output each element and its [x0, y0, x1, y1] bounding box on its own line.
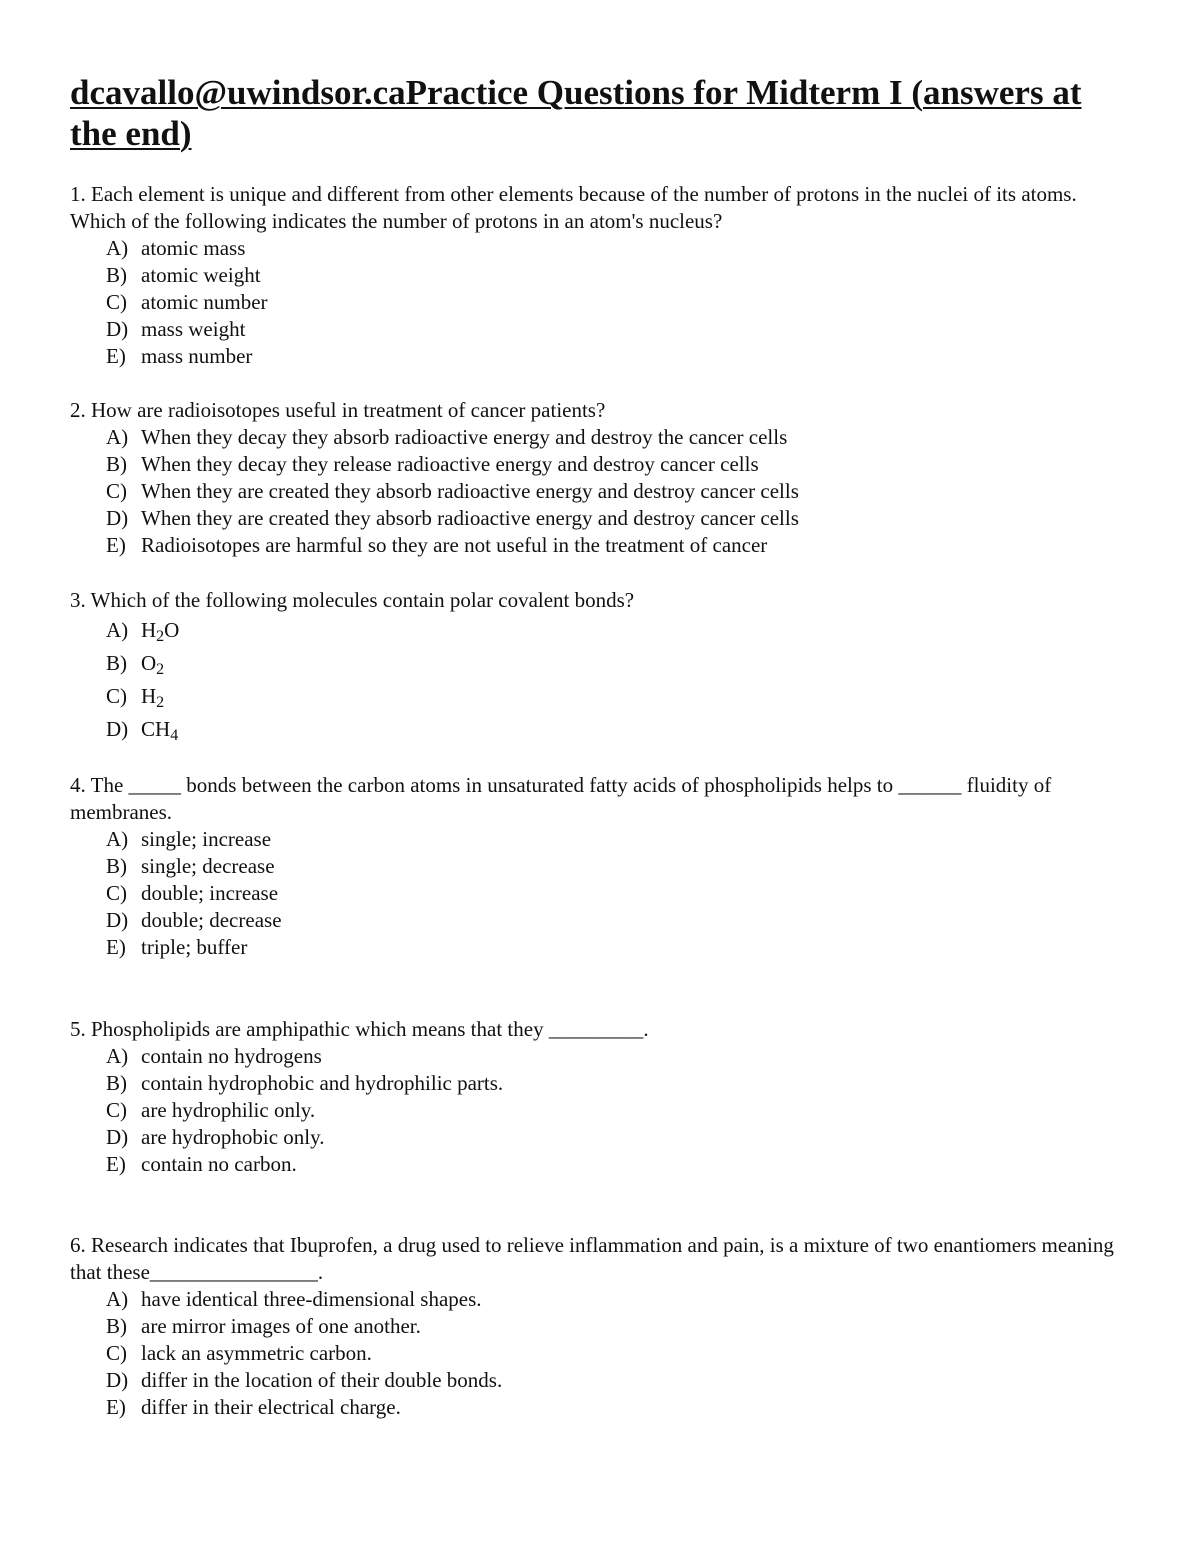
option-text: double; increase	[141, 881, 279, 905]
answer-option	[70, 934, 1130, 961]
answer-option	[70, 713, 1130, 746]
option-text: mass number	[141, 344, 253, 368]
option-letter: E)	[106, 344, 126, 368]
option-text: When they are created they absorb radioactive energy and destroy cancer cells	[141, 479, 799, 503]
answer-option	[70, 1286, 1130, 1313]
option-letter: E)	[106, 1395, 126, 1419]
option-letter: B)	[106, 1071, 127, 1095]
option-letter: A)	[106, 1287, 129, 1311]
option-letter: B)	[106, 1314, 127, 1338]
option-text: are hydrophilic only.	[141, 1098, 316, 1122]
question-stem: 1. Each element is unique and different from other elements because of the number of protons in the nuclei of its atoms. Which of the following indicates the number of protons in an atom's nucleus?	[70, 182, 1077, 233]
answer-options	[70, 826, 1130, 961]
answer-option	[70, 1124, 1130, 1151]
option-letter: B)	[106, 651, 127, 675]
answer-option	[70, 262, 1130, 289]
option-letter: D)	[106, 1125, 129, 1149]
option-text: Radioisotopes are harmful so they are not useful in the treatment of cancer	[141, 533, 768, 557]
option-letter: A)	[106, 827, 129, 851]
option-letter: C)	[106, 290, 127, 314]
answer-option	[70, 1340, 1130, 1367]
page-title: dcavallo@uwindsor.caPractice Questions for Midterm I (answers at the end)	[70, 73, 1082, 153]
chemical-formula: CH4	[141, 717, 179, 744]
question-2	[70, 397, 1130, 559]
answer-option	[70, 505, 1130, 532]
answer-option	[70, 826, 1130, 853]
option-letter: B)	[106, 452, 127, 476]
answer-option	[70, 880, 1130, 907]
option-text: contain no hydrogens	[141, 1044, 322, 1068]
option-letter: E)	[106, 1152, 126, 1176]
option-text: triple; buffer	[141, 935, 248, 959]
option-text: contain hydrophobic and hydrophilic parts.	[141, 1071, 504, 1095]
option-text: differ in the location of their double bonds.	[141, 1368, 503, 1392]
question-5	[70, 1016, 1130, 1178]
option-text: are hydrophobic only.	[141, 1125, 325, 1149]
question-stem: 2. How are radioisotopes useful in treatment of cancer patients?	[70, 398, 606, 422]
option-text: atomic mass	[141, 236, 246, 260]
answer-options	[70, 424, 1130, 559]
option-letter: D)	[106, 1368, 129, 1392]
answer-option	[70, 1151, 1130, 1178]
answer-option	[70, 478, 1130, 505]
option-text: mass weight	[141, 317, 246, 341]
answer-options	[70, 614, 1130, 746]
answer-option	[70, 907, 1130, 934]
question-stem: 3. Which of the following molecules contain polar covalent bonds?	[70, 588, 635, 612]
chemical-formula: O2	[141, 651, 165, 678]
answer-option	[70, 1367, 1130, 1394]
answer-options	[70, 235, 1130, 370]
option-letter: C)	[106, 1098, 127, 1122]
answer-option	[70, 235, 1130, 262]
question-3	[70, 587, 1130, 746]
chemical-formula: H2O	[141, 618, 180, 645]
option-text: contain no carbon.	[141, 1152, 297, 1176]
answer-option	[70, 343, 1130, 370]
answer-option	[70, 316, 1130, 343]
answer-option	[70, 1313, 1130, 1340]
option-letter: D)	[106, 908, 129, 932]
option-text: When they decay they release radioactive energy and destroy cancer cells	[141, 452, 759, 476]
option-text: single; decrease	[141, 854, 275, 878]
question-6	[70, 1232, 1130, 1421]
option-letter: B)	[106, 854, 127, 878]
option-text: lack an asymmetric carbon.	[141, 1341, 372, 1365]
option-letter: D)	[106, 317, 129, 341]
option-text: single; increase	[141, 827, 272, 851]
answer-option	[70, 1394, 1130, 1421]
option-letter: A)	[106, 236, 129, 260]
answer-option	[70, 1097, 1130, 1124]
answer-option	[70, 614, 1130, 647]
option-letter: A)	[106, 1044, 129, 1068]
question-4	[70, 772, 1130, 961]
option-text: When they are created they absorb radioactive energy and destroy cancer cells	[141, 506, 799, 530]
answer-option	[70, 424, 1130, 451]
option-letter: D)	[106, 506, 129, 530]
option-text: have identical three-dimensional shapes.	[141, 1287, 482, 1311]
answer-option	[70, 1043, 1130, 1070]
option-text: atomic weight	[141, 263, 261, 287]
question-1	[70, 181, 1130, 370]
answer-option	[70, 532, 1130, 559]
answer-option	[70, 680, 1130, 713]
option-letter: D)	[106, 717, 129, 741]
option-text: differ in their electrical charge.	[141, 1395, 401, 1419]
option-letter: A)	[106, 618, 129, 642]
option-letter: C)	[106, 1341, 127, 1365]
option-letter: C)	[106, 479, 127, 503]
option-letter: C)	[106, 684, 127, 708]
option-text: double; decrease	[141, 908, 282, 932]
option-text: atomic number	[141, 290, 268, 314]
answer-options	[70, 1043, 1130, 1178]
option-letter: B)	[106, 263, 127, 287]
option-text: When they decay they absorb radioactive energy and destroy the cancer cells	[141, 425, 788, 449]
answer-option	[70, 1070, 1130, 1097]
answer-option	[70, 451, 1130, 478]
question-stem: 5. Phospholipids are amphipathic which means that they _________.	[70, 1017, 649, 1041]
option-letter: E)	[106, 935, 126, 959]
option-letter: C)	[106, 881, 127, 905]
answer-options	[70, 1286, 1130, 1421]
option-letter: E)	[106, 533, 126, 557]
question-stem: 4. The _____ bonds between the carbon atoms in unsaturated fatty acids of phospholipids helps to ______ fluidity of membranes.	[70, 773, 1052, 824]
answer-option	[70, 647, 1130, 680]
option-letter: A)	[106, 425, 129, 449]
answer-option	[70, 853, 1130, 880]
chemical-formula: H2	[141, 684, 165, 711]
option-text: are mirror images of one another.	[141, 1314, 421, 1338]
answer-option	[70, 289, 1130, 316]
question-stem: 6. Research indicates that Ibuprofen, a drug used to relieve inflammation and pain, is a mixture of two enantiomers meaning that these________________.	[70, 1233, 1114, 1284]
